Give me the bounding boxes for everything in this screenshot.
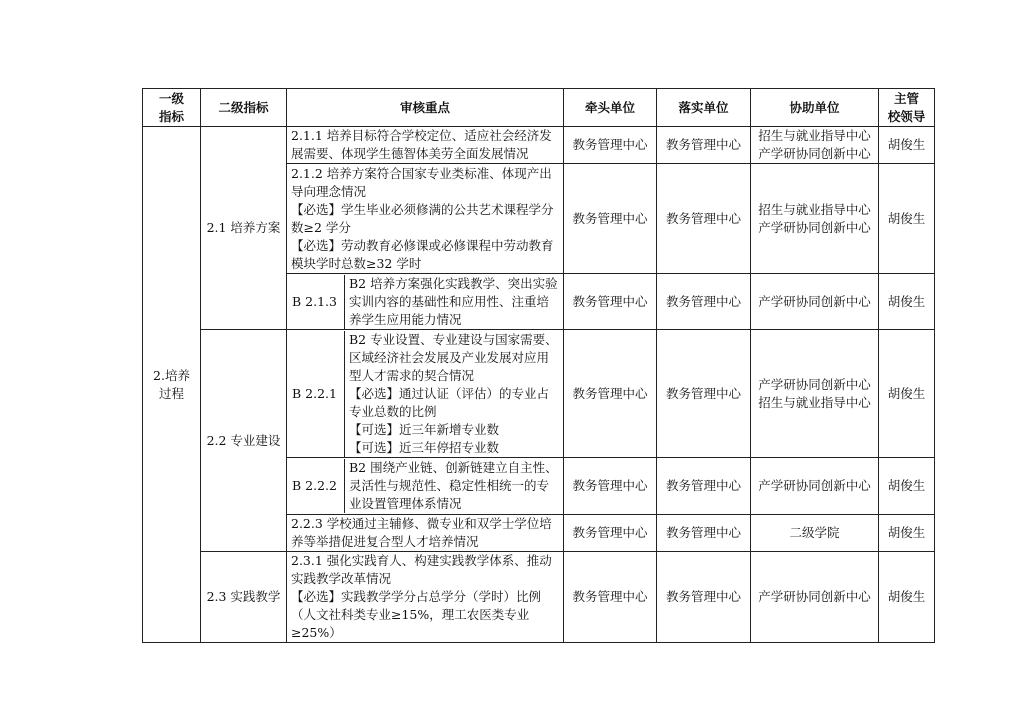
leader-cell: 胡俊生 xyxy=(879,127,935,164)
key-point-cell xyxy=(287,274,564,330)
assist-unit-cell: 产学研协同创新中心 xyxy=(751,274,879,330)
leader-cell: 胡俊生 xyxy=(879,458,935,515)
header-assist-unit: 协助单位 xyxy=(751,89,879,127)
key-point-text: B2 专业设置、专业建设与国家需要、区域经济社会发展及产业发展对应用型人才需求的契合情况 【必选】通过认证（评估）的专业占专业总数的比例 【可选】近三年新增专业数 【可选】近三年停招专业数 xyxy=(349,331,558,455)
header-key-points: 审核重点 xyxy=(287,89,564,127)
leader-cell: 胡俊生 xyxy=(879,164,935,274)
impl-unit-cell: 教务管理中心 xyxy=(657,515,751,552)
key-point-cell xyxy=(287,330,564,458)
header-level2: 二级指标 xyxy=(201,89,287,127)
lead-unit-cell: 教务管理中心 xyxy=(564,274,657,330)
header-leader: 主管 校领导 xyxy=(879,89,935,127)
key-point-cell xyxy=(287,458,564,515)
leader-cell: 胡俊生 xyxy=(879,552,935,643)
key-point-cell: 2.1.2 培养方案符合国家专业类标准、体现产出导向理念情况 【必选】学生毕业必须修满的公共艺术课程学分数≥2 学分 【必选】劳动教育必修课或必修课程中劳动教育模块学时总数≥32 学时 xyxy=(287,164,564,274)
assist-unit-cell: 招生与就业指导中心 产学研协同创新中心 xyxy=(751,127,879,164)
table-row xyxy=(143,127,935,164)
impl-unit-cell: 教务管理中心 xyxy=(657,458,751,515)
audit-table xyxy=(142,88,935,643)
level2-cell: 2.3 实践教学 xyxy=(201,552,287,643)
assist-unit-cell: 产学研协同创新中心 xyxy=(751,458,879,515)
lead-unit-cell: 教务管理中心 xyxy=(564,552,657,643)
impl-unit-cell: 教务管理中心 xyxy=(657,330,751,458)
key-point-cell: 2.1.1 培养目标符合学校定位、适应社会经济发展需要、体现学生德智体美劳全面发展情况 xyxy=(287,127,564,164)
indicator-code: B 2.1.3 xyxy=(287,275,345,329)
leader-cell: 胡俊生 xyxy=(879,515,935,552)
level1-cell: 2.培养 过程 xyxy=(143,127,201,643)
assist-unit-cell: 招生与就业指导中心 产学研协同创新中心 xyxy=(751,164,879,274)
impl-unit-cell: 教务管理中心 xyxy=(657,552,751,643)
key-point-cell: 2.3.1 强化实践育人、构建实践教学体系、推动实践教学改革情况 【必选】实践教学学分占总学分（学时）比例（人文社科类专业≥15%，理工农医类专业≥25%） xyxy=(287,552,564,643)
table-row xyxy=(143,330,935,458)
lead-unit-cell: 教务管理中心 xyxy=(564,515,657,552)
table-row xyxy=(143,552,935,643)
lead-unit-cell: 教务管理中心 xyxy=(564,458,657,515)
lead-unit-cell: 教务管理中心 xyxy=(564,330,657,458)
impl-unit-cell: 教务管理中心 xyxy=(657,127,751,164)
indicator-code: B 2.2.1 xyxy=(287,331,345,457)
key-point-cell: 2.2.3 学校通过主辅修、微专业和双学士学位培养等举措促进复合型人才培养情况 xyxy=(287,515,564,552)
impl-unit-cell: 教务管理中心 xyxy=(657,164,751,274)
impl-unit-cell: 教务管理中心 xyxy=(657,274,751,330)
indicator-code: B 2.2.2 xyxy=(287,459,345,513)
lead-unit-cell: 教务管理中心 xyxy=(564,127,657,164)
lead-unit-cell: 教务管理中心 xyxy=(564,164,657,274)
key-point-text: B2 围绕产业链、创新链建立自主性、灵活性与规范性、稳定性相统一的专业设置管理体系情况 xyxy=(349,460,558,511)
header-lead-unit: 牵头单位 xyxy=(564,89,657,127)
level2-cell: 2.1 培养方案 xyxy=(201,127,287,330)
level2-cell: 2.2 专业建设 xyxy=(201,330,287,552)
assist-unit-cell: 产学研协同创新中心 招生与就业指导中心 xyxy=(751,330,879,458)
key-point-text: B2 培养方案强化实践教学、突出实验实训内容的基础性和应用性、注重培养学生应用能力情况 xyxy=(349,275,558,327)
header-row xyxy=(143,89,935,127)
header-level1: 一级 指标 xyxy=(143,89,201,127)
assist-unit-cell: 产学研协同创新中心 xyxy=(751,552,879,643)
assist-unit-cell: 二级学院 xyxy=(751,515,879,552)
leader-cell: 胡俊生 xyxy=(879,330,935,458)
header-impl-unit: 落实单位 xyxy=(657,89,751,127)
leader-cell: 胡俊生 xyxy=(879,274,935,330)
